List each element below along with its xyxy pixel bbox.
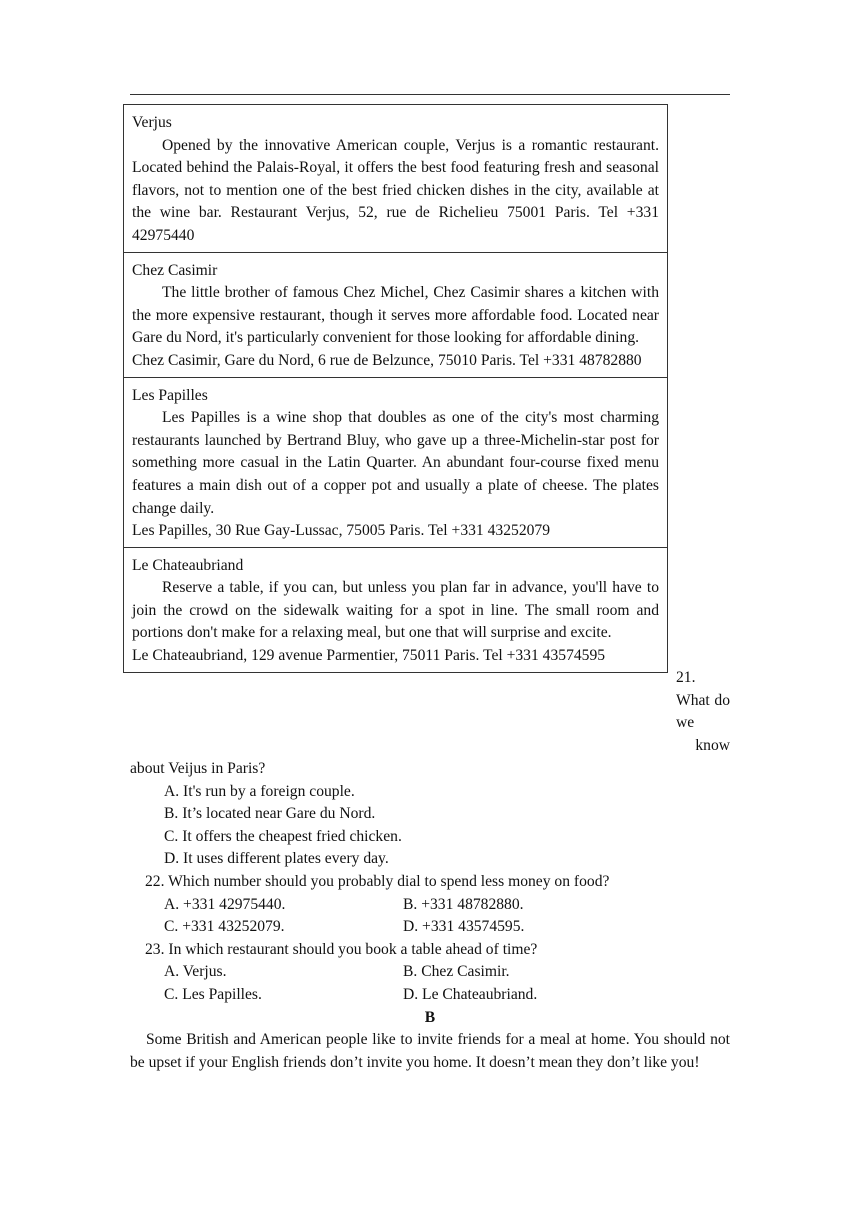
restaurant-description: Les Papilles is a wine shop that doubles as one of the city's most charming restaurants launched by Bertrand Bluy, who gave up a three-Michelin-star post for something more casual in the Latin Quarter. An abundant four-course fixed menu features a main dish out of a copper pot and usually a plate of cheese. The plates change daily. — [132, 409, 659, 517]
question-23-option-c: C. Les Papilles. — [164, 985, 262, 1003]
question-22-option-d: D. +331 43574595. — [403, 918, 525, 936]
question-21-stem-side: 21. What do we know — [676, 669, 730, 754]
question-22-option-a: A. +331 42975440. — [164, 895, 286, 913]
question-23-option-a: A. Verjus. — [164, 963, 227, 981]
restaurant-table — [123, 104, 668, 673]
question-23-options-row — [130, 984, 730, 1007]
table-row — [124, 547, 668, 672]
restaurant-name: Chez Casimir — [132, 261, 218, 279]
question-22-options-row — [130, 916, 730, 939]
restaurant-cell-le-chateaubriand — [124, 547, 668, 672]
question-23-stem: 23. In which restaurant should you book a table ahead of time? — [145, 940, 538, 958]
question-21-option-d: D. It uses different plates every day. — [164, 850, 389, 868]
restaurant-address: Le Chateaubriand, 129 avenue Parmentier, 75011 Paris. Tel +331 43574595 — [132, 647, 606, 665]
question-21-option-b: B. It’s located near Gare du Nord. — [164, 805, 376, 823]
question-21-option-c: C. It offers the cheapest fried chicken. — [164, 827, 402, 845]
restaurant-name: Le Chateaubriand — [132, 556, 244, 574]
restaurant-description: Reserve a table, if you can, but unless you plan far in advance, you'll have to join the crowd on the sidewalk waiting for a spot in line. The small room and portions don't make for a relaxing meal, but one that will surprise and excite. — [132, 579, 659, 642]
restaurant-cell-verjus — [124, 105, 668, 253]
question-21-stem: about Veijus in Paris? — [130, 760, 266, 777]
restaurant-address: Les Papilles, 30 Rue Gay-Lussac, 75005 Paris. Tel +331 43252079 — [132, 522, 551, 540]
section-b-paragraph: Some British and American people like to invite friends for a meal at home. You should not be upset if your English friends don’t invite you home. It doesn’t mean they don’t like you! — [130, 1031, 730, 1071]
restaurant-description: The little brother of famous Chez Michel, Chez Casimir shares a kitchen with the more expensive restaurant, though it serves more affordable food. Located near Gare du Nord, it's particularly convenient for those looking for affordable dining. — [132, 284, 659, 347]
question-23-options-row — [130, 961, 730, 984]
table-row — [124, 252, 668, 377]
restaurant-name: Verjus — [132, 114, 172, 131]
question-23-option-d: D. Le Chateaubriand. — [403, 985, 538, 1003]
restaurant-address: Chez Casimir, Gare du Nord, 6 rue de Belzunce, 75010 Paris. Tel +331 48782880 — [132, 351, 642, 369]
questions-section — [130, 758, 730, 1074]
question-22-options-row — [130, 894, 730, 917]
question-21-option-a: A. It's run by a foreign couple. — [164, 782, 355, 800]
restaurant-cell-les-papilles — [124, 377, 668, 547]
table-row — [124, 105, 668, 253]
question-22-stem: 22. Which number should you probably dial to spend less money on food? — [145, 872, 610, 890]
table-row — [124, 377, 668, 547]
header-rule — [130, 94, 730, 95]
restaurant-description: Opened by the innovative American couple, Verjus is a romantic restaurant. Located behind the Palais-Royal, it offers the best food featuring fresh and seasonal flavors, not to mention one of the best fried chicken dishes in the city, available at the wine bar. Restaurant Verjus, 52, rue de Richelieu 75001 Paris. Tel +331 42975440 — [132, 136, 659, 244]
restaurant-cell-chez-casimir — [124, 252, 668, 377]
question-22-option-b: B. +331 48782880. — [403, 895, 524, 913]
section-b-heading: B — [424, 1008, 436, 1026]
question-23-option-b: B. Chez Casimir. — [403, 963, 510, 981]
restaurant-name: Les Papilles — [132, 386, 208, 404]
question-22-option-c: C. +331 43252079. — [164, 918, 285, 936]
